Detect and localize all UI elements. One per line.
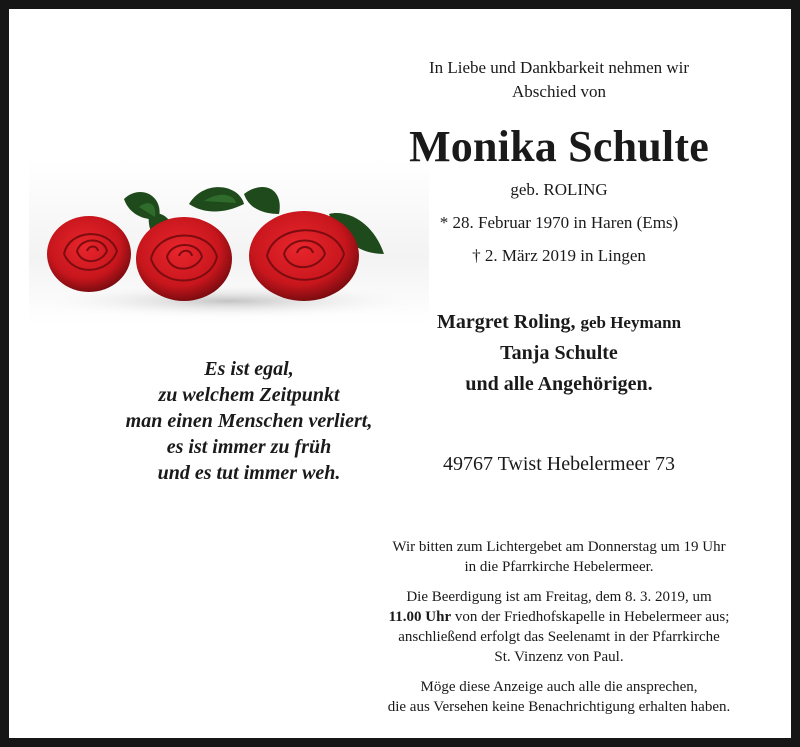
closing-line-1: Möge diese Anzeige auch alle die ansprechen, [420,679,698,695]
mourner-1-name: Margret Roling, [436,311,576,333]
funeral-info [349,587,769,667]
rose-left [47,216,131,292]
poem-line: zu welchem Zeitpunkt [158,384,340,406]
closing-info [349,677,769,717]
mourners-list [359,307,759,400]
intro-line-2: Abschied von [512,82,606,101]
poem [84,356,414,486]
intro-text [359,56,759,104]
prayer-line-1: Wir bitten zum Lichtergebet am Donnerstag um 19 Uhr [392,539,726,555]
prayer-line-2: in die Pfarrkirche Hebelermeer. [464,559,654,575]
funeral-line-4: St. Vinzenz von Paul. [494,649,624,665]
deceased-name: Monika Schulte [409,122,709,171]
funeral-line-1: Die Beerdigung ist am Freitag, dem 8. 3. 2019, um [406,589,712,605]
address: 49767 Twist Hebelermeer 73 [442,453,676,475]
rose-right [249,211,359,301]
funeral-line-2-rest: von der Friedhofskapelle in Hebelermeer aus; [451,609,730,625]
mourner-1-suffix: geb Heymann [580,313,682,332]
birth-date: * 28. Februar 1970 in Haren (Ems) [439,213,679,232]
prayer-info [349,537,769,577]
mourner-2: Tanja Schulte [500,342,618,364]
closing-line-2: die aus Versehen keine Benachrichtigung erhalten haben. [387,699,731,715]
intro-line-1: In Liebe und Dankbarkeit nehmen wir [428,58,690,77]
poem-line: man einen Menschen verliert, [125,410,373,432]
funeral-time: 11.00 Uhr [388,609,452,625]
maiden-name: geb. ROLING [510,180,608,199]
mourner-1 [359,307,759,338]
death-date: † 2. März 2019 in Lingen [472,246,646,265]
poem-line: es ist immer zu früh [166,436,332,458]
poem-line: Es ist egal, [204,358,294,380]
funeral-line-3: anschließend erfolgt das Seelenamt in der Pfarrkirche [398,629,720,645]
mourner-3: und alle Angehörigen. [465,373,653,395]
rose-middle [136,217,232,301]
poem-line: und es tut immer weh. [157,462,341,484]
funeral-line-2 [349,607,769,627]
